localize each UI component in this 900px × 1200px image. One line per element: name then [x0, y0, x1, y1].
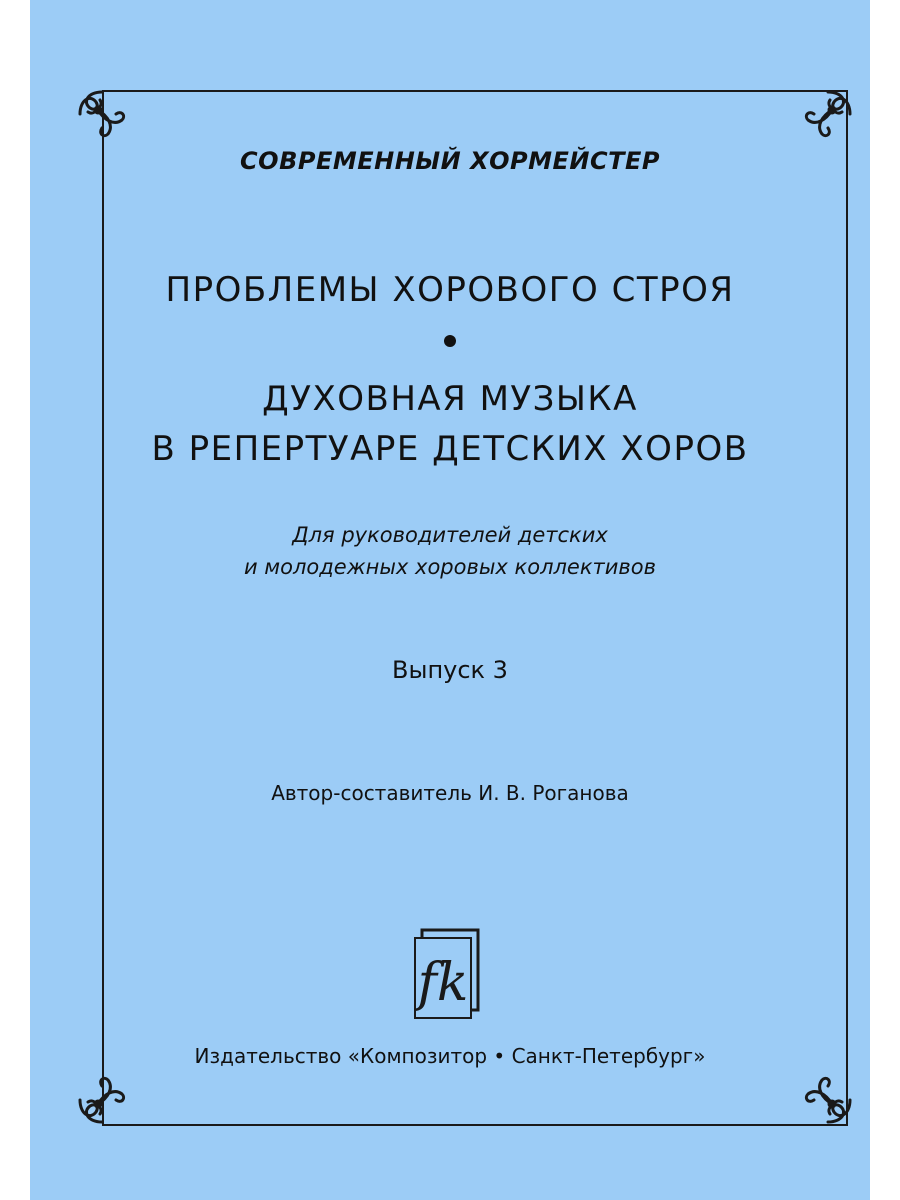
book-cover — [30, 0, 870, 1200]
flourish-corner-icon — [74, 86, 138, 150]
publisher-logo-mark: fk — [417, 953, 469, 1013]
publisher-line: Издательство «Композитор • Санкт-Петербург» — [194, 1044, 706, 1068]
subtitle-line-2: и молодежных хоровых коллективов — [243, 555, 657, 579]
title-separator-bullet — [444, 335, 456, 347]
flourish-corner-icon — [792, 86, 856, 150]
book-title-part-2-line-2: В РЕПЕРТУАРЕ ДЕТСКИХ ХОРОВ — [151, 429, 749, 469]
flourish-corner-icon — [792, 1064, 856, 1128]
book-title-part-2 — [30, 374, 870, 474]
issue-number: Выпуск 3 — [392, 656, 508, 684]
series-title: СОВРЕМЕННЫЙ ХОРМЕЙСТЕР — [240, 147, 660, 175]
book-title-part-2-line-1: ДУХОВНАЯ МУЗЫКА — [262, 379, 638, 419]
subtitle — [30, 519, 870, 583]
flourish-corner-icon — [74, 1064, 138, 1128]
book-title-part-1: ПРОБЛЕМЫ ХОРОВОГО СТРОЯ — [165, 270, 735, 310]
author-line: Автор-составитель И. В. Роганова — [271, 781, 629, 805]
publisher-logo — [412, 928, 482, 1022]
subtitle-line-1: Для руководителей детских — [292, 523, 608, 547]
